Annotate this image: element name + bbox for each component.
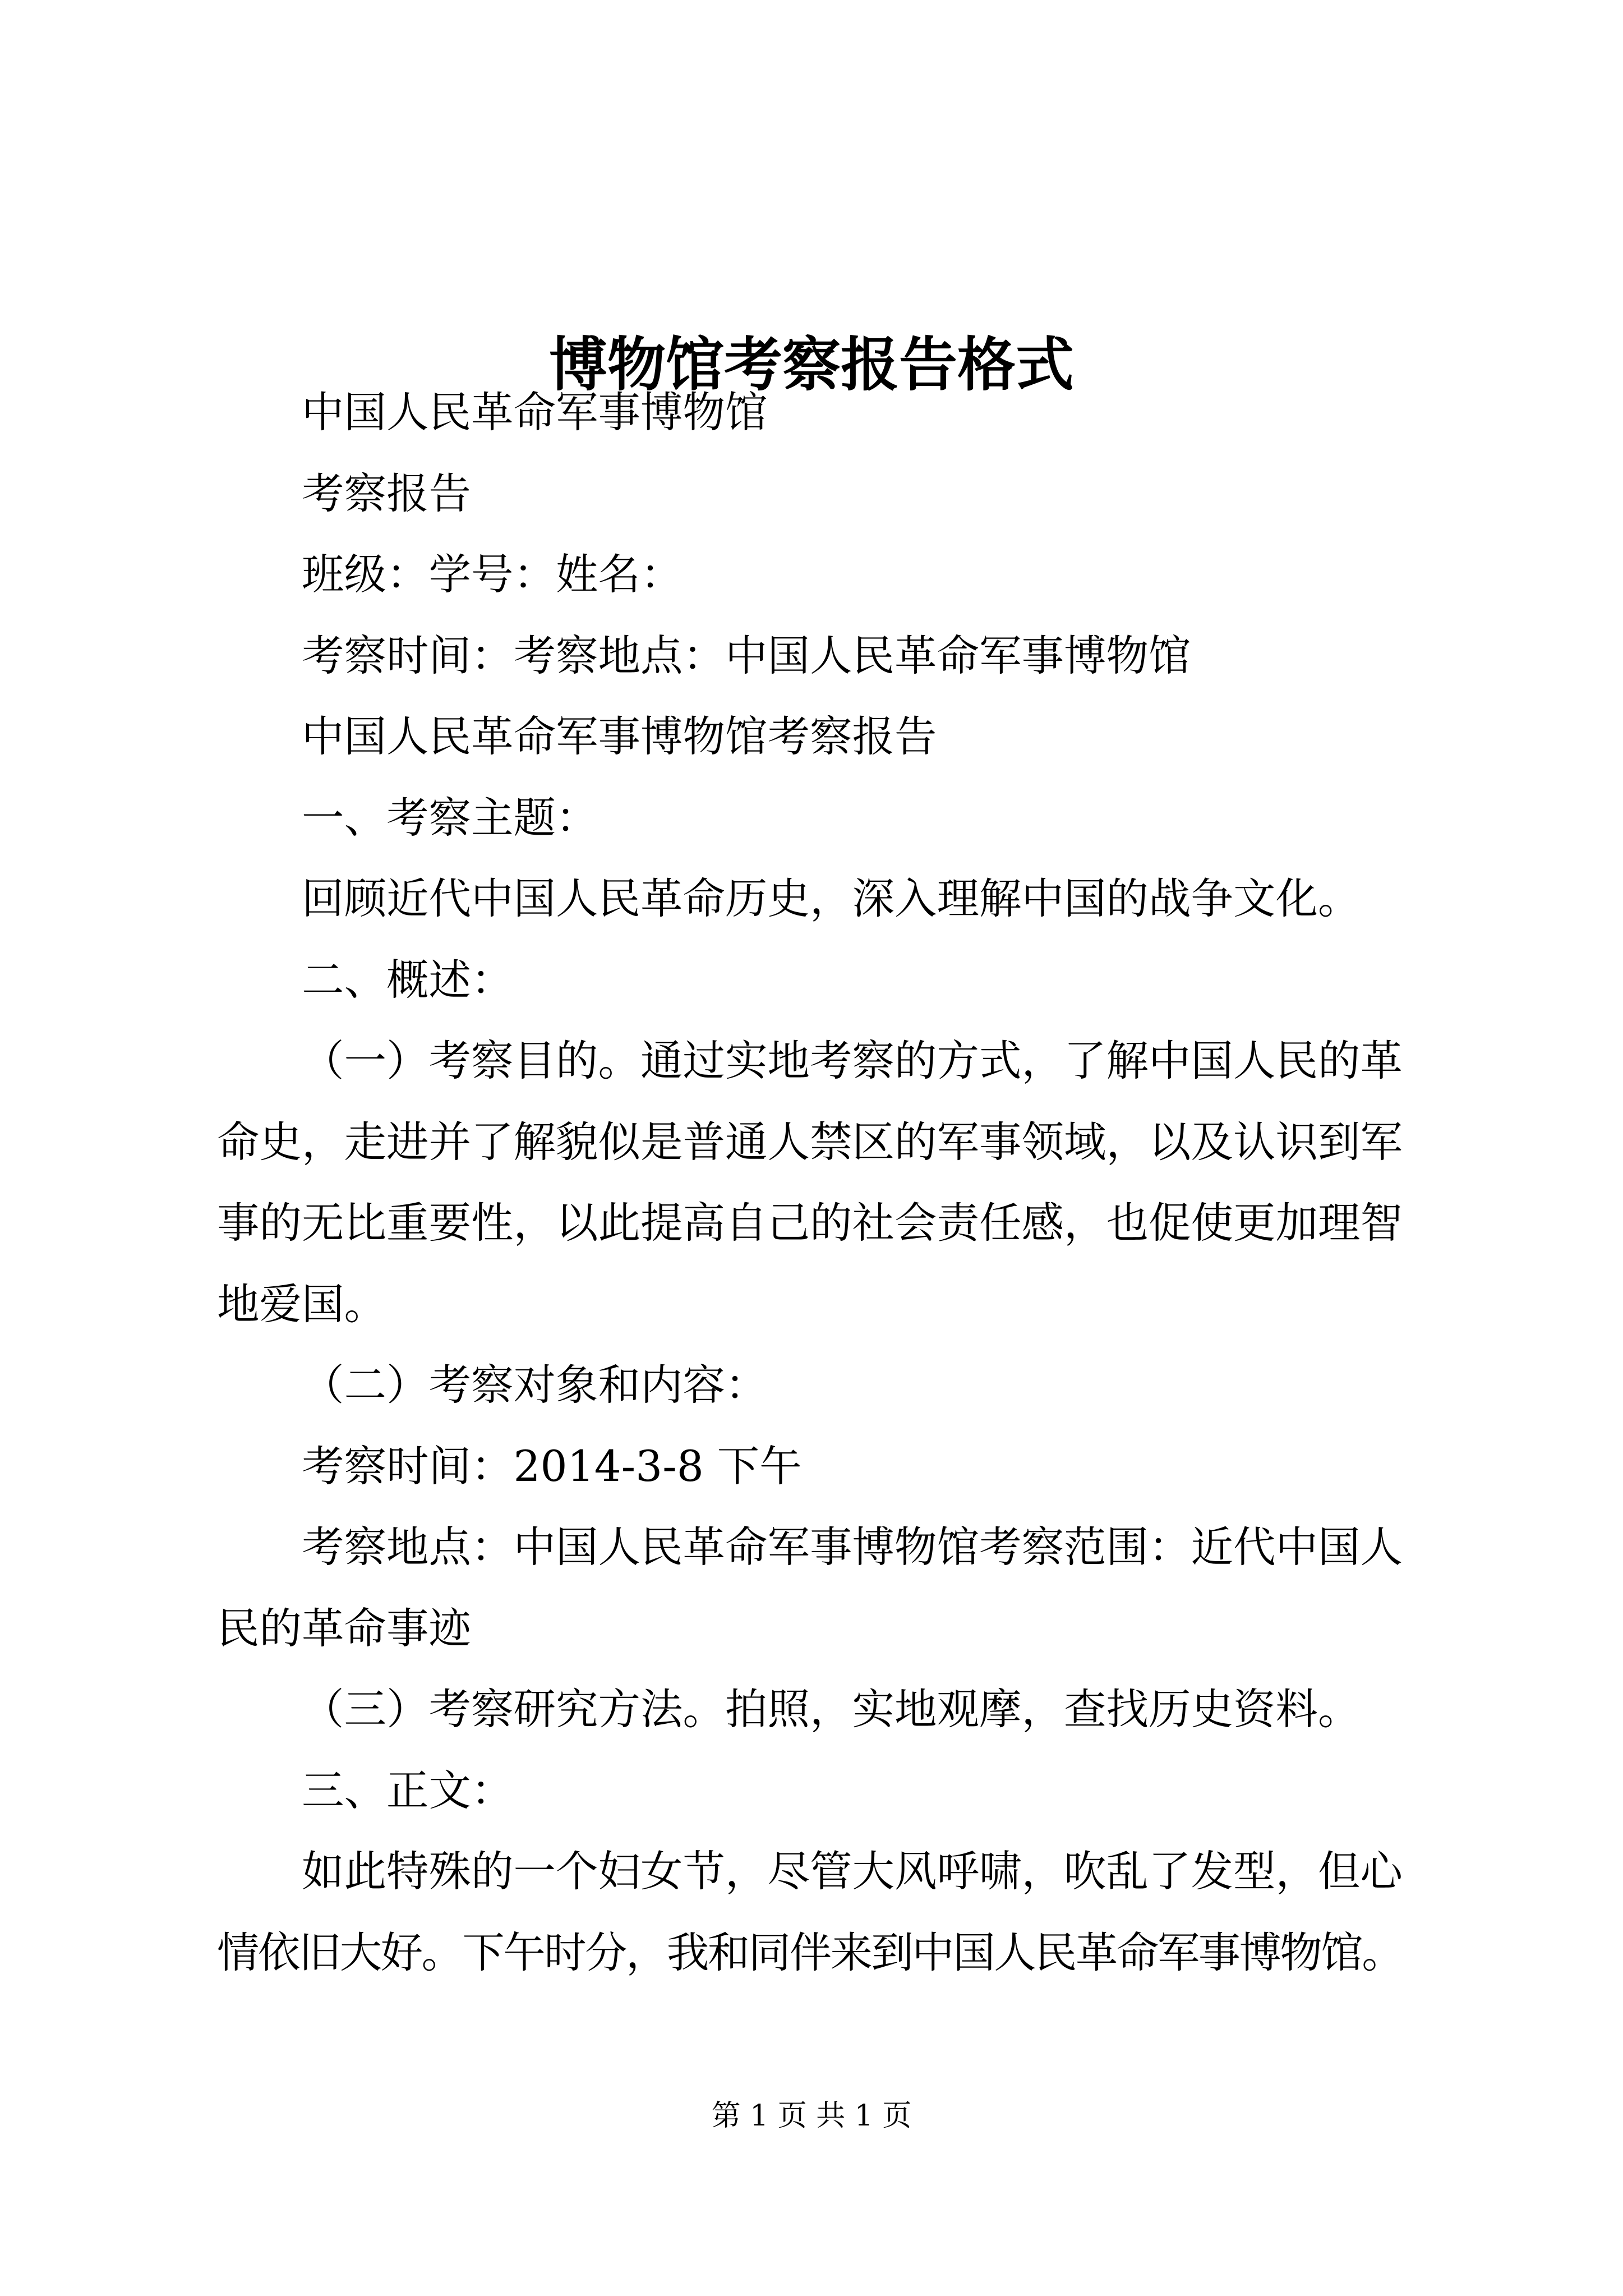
paragraph-purpose: [217, 1020, 1404, 1345]
paragraph-line: 地爱国。: [217, 1279, 387, 1329]
paragraph-line: 考察时间：2014-3-8 下午: [302, 1441, 802, 1491]
paragraph-line: 中国人民革命军事博物馆: [302, 388, 768, 437]
paragraph-report-label: [217, 453, 1404, 535]
paragraph-line: 事的无比重要性，以此提高自己的社会责任感，也促使更加理智: [217, 1198, 1403, 1248]
paragraph-line: 考察报告: [302, 468, 472, 518]
paragraph-line: 中国人民革命军事博物馆考察报告: [302, 712, 937, 761]
document-body: [217, 372, 1404, 1993]
paragraph-line: 如此特殊的一个妇女节，尽管大风呼啸，吹乱了发型，但心: [302, 1847, 1403, 1896]
paragraph-museum-name: [217, 372, 1404, 453]
paragraph-line: 情依旧大好。下午时分，我和同伴来到中国人民革命军事博物馆。: [217, 1927, 1403, 1977]
paragraph-visit-place: [217, 1507, 1404, 1669]
document-title: 博物馆考察报告格式: [548, 329, 1074, 399]
section-heading-theme: [217, 777, 1404, 859]
paragraph-line: （二）考察对象和内容：: [302, 1360, 768, 1410]
paragraph-visit-time: [217, 1426, 1404, 1507]
paragraph-line: 二、概述：: [302, 955, 514, 1005]
paragraph-report-heading: [217, 696, 1404, 777]
section-heading-overview: [217, 940, 1404, 1021]
paragraph-time-place: [217, 615, 1404, 697]
paragraph-main-text: [217, 1831, 1404, 1993]
paragraph-line: 三、正文：: [302, 1765, 514, 1815]
paragraph-line: 回顾近代中国人民革命历史，深入理解中国的战争文化。: [302, 874, 1361, 923]
paragraph-line: 考察时间：考察地点：中国人民革命军事博物馆: [302, 631, 1191, 680]
page-number-footer: 第 1 页 共 1 页: [711, 2099, 912, 2133]
paragraph-methods: [217, 1669, 1404, 1750]
section-heading-main-text: [217, 1750, 1404, 1832]
paragraph-line: 班级：学号：姓名：: [302, 550, 683, 599]
paragraph-line: 考察地点：中国人民革命军事博物馆考察范围：近代中国人: [302, 1522, 1403, 1572]
paragraph-theme: [217, 858, 1404, 940]
paragraph-line: 民的革命事迹: [217, 1603, 472, 1653]
paragraph-student-info: [217, 534, 1404, 615]
paragraph-line: 一、考察主题：: [302, 793, 598, 843]
subsection-heading-objects: [217, 1345, 1404, 1426]
paragraph-line: （一）考察目的。通过实地考察的方式，了解中国人民的革: [302, 1036, 1403, 1085]
paragraph-line: （三）考察研究方法。拍照，实地观摩，查找历史资料。: [302, 1685, 1361, 1734]
paragraph-line: 命史，走进并了解貌似是普通人禁区的军事领域，以及认识到军: [217, 1117, 1403, 1167]
